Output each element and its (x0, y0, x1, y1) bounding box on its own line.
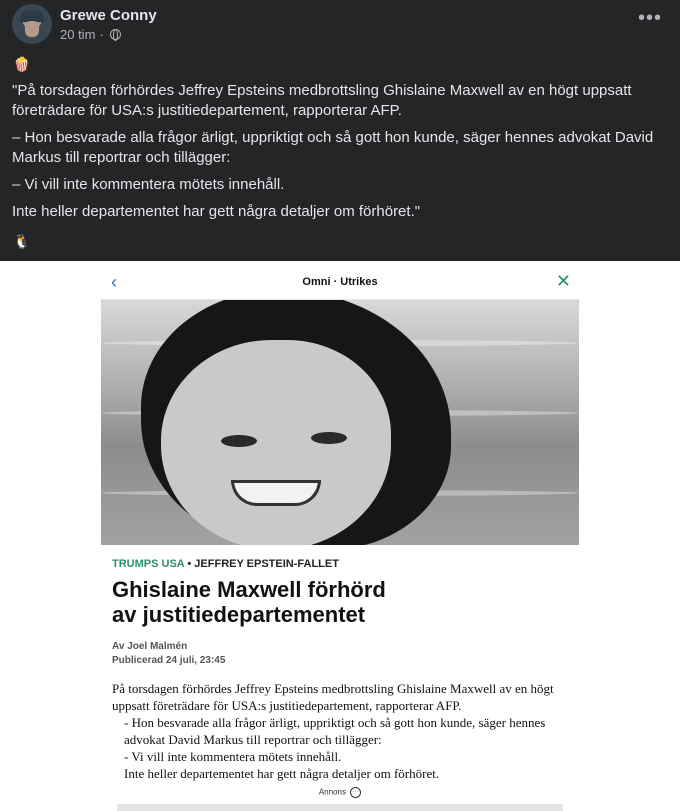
omni-section-title: Omni · Utrikes (302, 276, 378, 288)
headline-line: Ghislaine Maxwell förhörd (112, 577, 386, 602)
post-paragraph: – Hon besvarade alla frågor ärligt, uppriktigt och så gott hon kunde, säger hennes advokat David Markus till reportrar och tillägger: (12, 129, 654, 166)
post-text (12, 81, 668, 229)
ad-options-icon: ··· (350, 787, 361, 798)
article-paragraph: Inte heller departementet har gett några detaljer om förhöret. (124, 766, 440, 781)
article-paragraph: På torsdagen förhördes Jeffrey Epsteins medbrottsling Ghislaine Maxwell av en högt uppsatt företrädare för USA:s justitiedepartement, rapporterar AFP. (112, 681, 554, 713)
article-byline: Av Joel Malmén (112, 641, 188, 652)
photo-eye (311, 432, 347, 444)
penguin-emoji: 🐧 (13, 233, 31, 249)
meta-separator: · (99, 27, 104, 42)
ad-label (101, 787, 579, 798)
avatar[interactable] (12, 4, 52, 44)
post-author[interactable]: Grewe Conny (60, 7, 157, 24)
popcorn-emoji: 🍿 (13, 56, 31, 72)
article-paragraph: - Hon besvarade alla frågor ärligt, uppriktigt och så gott hon kunde, säger hennes advokat David Markus till reportrar och tillägger: (124, 715, 546, 747)
article-body (101, 545, 579, 811)
post-paragraph: – Vi vill inte kommentera mötets innehåll. (12, 176, 285, 193)
article-paragraph: - Vi vill inte kommentera mötets innehåll. (124, 749, 342, 764)
photo-eye (221, 435, 257, 447)
kicker-section: TRUMPS USA (112, 558, 185, 570)
article-headline (112, 577, 552, 627)
photo-smile (231, 480, 321, 506)
article-kicker (112, 558, 339, 570)
article-published: Publicerad 24 juli, 23:45 (112, 655, 226, 666)
post-paragraph: "På torsdagen förhördes Jeffrey Epsteins medbrottsling Ghislaine Maxwell av en högt uppsatt företrädare för USA:s justitiedepartement, rapporterar AFP. (12, 82, 632, 119)
post-meta (60, 27, 121, 42)
ad-text: Annons (318, 787, 346, 797)
more-options-icon[interactable]: ••• (637, 7, 662, 29)
kicker-topic: JEFFREY EPSTEIN-FALLET (194, 558, 339, 570)
photo-face (161, 340, 391, 545)
close-icon: ✕ (555, 271, 571, 291)
facebook-post (0, 0, 680, 261)
article-screenshot-image[interactable] (101, 261, 579, 811)
back-chevron-icon: ‹ (111, 272, 117, 292)
omni-nav-bar (101, 266, 579, 300)
headline-line: av justitiedepartementet (112, 602, 366, 627)
post-paragraph: Inte heller departementet har gett några detaljer om förhöret." (12, 203, 421, 220)
kicker-separator: • (184, 558, 195, 570)
article-text (112, 680, 567, 782)
post-time[interactable]: 20 tim (60, 27, 96, 42)
avatar-face (25, 21, 39, 37)
bottom-divider (117, 804, 563, 811)
article-photo (101, 300, 579, 545)
globe-icon[interactable] (110, 29, 121, 40)
